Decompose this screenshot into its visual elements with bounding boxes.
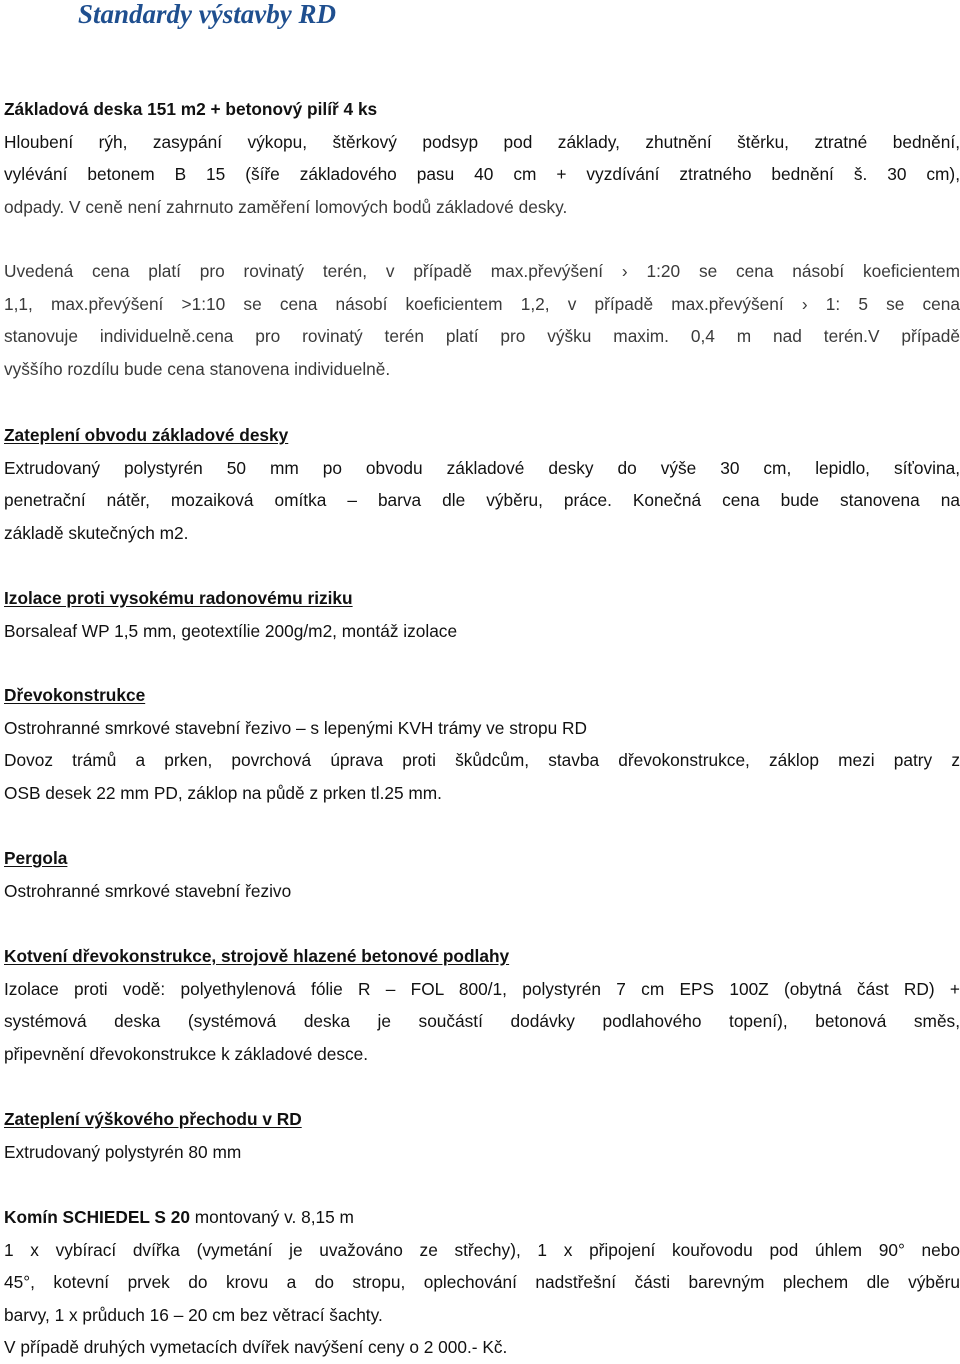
section-heading: Izolace proti vysokému radonovému riziku xyxy=(4,588,353,608)
section-heading xyxy=(4,1201,960,1234)
section-heading: Zateplení výškového přechodu v RD xyxy=(4,1109,302,1129)
text-line: 1 x vybírací dvířka (vymetání je uvažováno ze střechy), 1 x připojení kouřovodu pod úhlem 90° nebo xyxy=(4,1239,960,1260)
section-heading: Zateplení obvodu základové desky xyxy=(4,425,289,445)
section-zakladova-deska xyxy=(4,93,960,223)
text-line: penetrační nátěr, mozaiková omítka – barva dle výběru, práce. Konečná cena bude stanovena na xyxy=(4,490,960,510)
section-heading: Kotvení dřevokonstrukce, strojově hlazené betonové podlahy xyxy=(4,946,510,966)
section-kotveni xyxy=(4,940,960,1070)
text-line: základě skutečných m2. xyxy=(4,522,189,543)
text-line: V případě druhých vymetacích dvířek navýšení ceny o 2 000.- Kč. xyxy=(4,1337,508,1357)
section-heading: Základová deska 151 m2 + betonový pilíř 4 ks xyxy=(4,99,378,119)
heading-bold-part: Komín SCHIEDEL S 20 xyxy=(4,1207,190,1227)
section-pergola xyxy=(4,842,960,907)
text-line: stanovuje individuelně.cena pro rovinatý terén platí pro výšku maxim. 0,4 m nad terén.V případě xyxy=(4,326,960,346)
heading-rest-part: montovaný v. 8,15 m xyxy=(189,1207,354,1227)
text-line: Dovoz trámů a prken, povrchová úprava proti škůdcům, stavba dřevokonstrukce, záklop mezi patry z xyxy=(4,750,960,770)
section-price-note xyxy=(4,255,960,385)
page-title: Standardy výstavby RD xyxy=(78,0,336,29)
text-line: vylévání betonem B 15 (šíře základového pasu 40 cm + vyzdívání ztratného bednění š. 30 cm), xyxy=(4,164,960,184)
text-line: Hloubení rýh, zasypání výkopu, štěrkový podsyp pod základy, zhutnění štěrku, ztratné bednění, xyxy=(4,131,960,152)
section-zatepleni-vyskoveho xyxy=(4,1103,960,1168)
text-line: barvy, 1 x průduch 16 – 20 cm bez větrací šachty. xyxy=(4,1304,383,1325)
section-heading: Dřevokonstrukce xyxy=(4,685,146,705)
text-line: systémová deska (systémová deska je součástí dodávky podlahového topení), betonová směs, xyxy=(4,1011,960,1031)
text-line: 45°, kotevní prvek do krovu a do stropu, oplechování nadstřešní části barevným plechem dle výběru xyxy=(4,1272,960,1292)
text-line: Ostrohranné smrkové stavební řezivo xyxy=(4,880,292,901)
section-drevokonstrukce xyxy=(4,679,960,809)
section-zatepleni-obvodu xyxy=(4,419,960,549)
text-line: Extrudovaný polystyrén 50 mm po obvodu základové desky do výše 30 cm, lepidlo, síťovina, xyxy=(4,457,960,478)
text-line: 1,1, max.převýšení >1:10 se cena násobí koeficientem 1,2, v případě max.převýšení › 1: 5 se cena xyxy=(4,293,960,314)
text-line: odpady. V ceně není zahrnuto zaměření lomových bodů základové desky. xyxy=(4,196,568,217)
text-line: OSB desek 22 mm PD, záklop na půdě z prken tl.25 mm. xyxy=(4,782,442,803)
text-line: vyššího rozdílu bude cena stanovena individuelně. xyxy=(4,358,391,379)
text-line: připevnění dřevokonstrukce k základové desce. xyxy=(4,1043,369,1064)
section-komin xyxy=(4,1201,960,1364)
text-line: Uvedená cena platí pro rovinatý terén, v případě max.převýšení › 1:20 se cena násobí koeficientem xyxy=(4,261,960,281)
section-izolace-radon xyxy=(4,582,960,647)
text-line: Izolace proti vodě: polyethylenová fólie R – FOL 800/1, polystyrén 7 cm EPS 100Z (obytná část RD) + xyxy=(4,978,960,999)
text-line: Ostrohranné smrkové stavební řezivo – s lepenými KVH trámy ve stropu RD xyxy=(4,717,587,738)
section-heading: Pergola xyxy=(4,848,68,868)
text-line: Borsaleaf WP 1,5 mm, geotextílie 200g/m2, montáž izolace xyxy=(4,620,458,641)
text-line: Extrudovaný polystyrén 80 mm xyxy=(4,1141,242,1162)
